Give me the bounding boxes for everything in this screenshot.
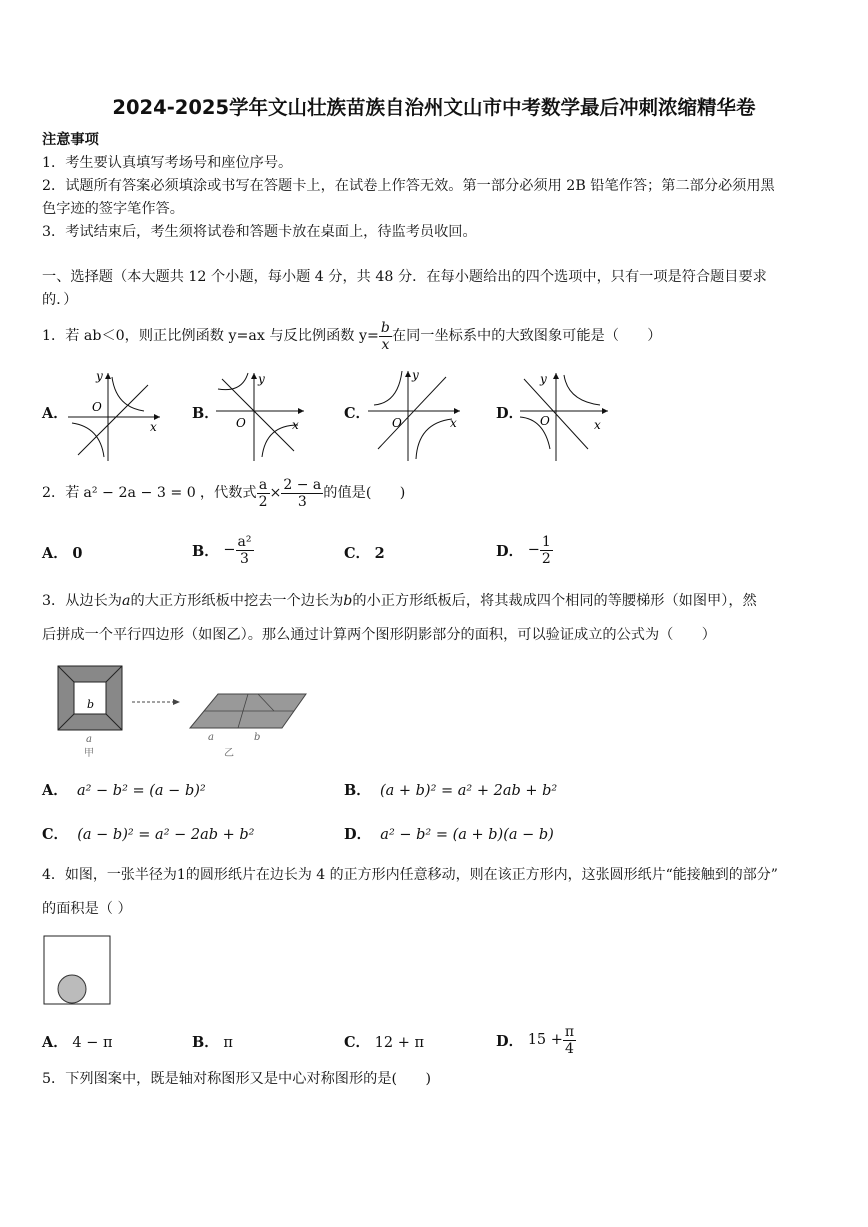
option-label: C．	[42, 826, 69, 843]
q2-f1-den: 2	[258, 493, 268, 510]
circle-paper	[58, 975, 86, 1003]
origin-label: O	[540, 414, 550, 428]
frac-num: π	[564, 1023, 575, 1040]
q2-pre: 2．若	[42, 485, 80, 501]
q2-post: 的值是( )	[323, 485, 406, 501]
option-value: 12 + π	[374, 1035, 425, 1051]
arrow-head	[173, 699, 180, 705]
q2-equation: a² − 2a − 3 = 0	[83, 485, 196, 501]
option-label: B．	[192, 1034, 219, 1051]
origin-label: O	[392, 416, 402, 430]
option-value: 0	[72, 545, 83, 562]
option-value: π	[223, 1035, 233, 1051]
hyperbola-branch	[416, 419, 452, 459]
q1-graph-a	[64, 365, 164, 465]
q1-graph-d	[516, 365, 616, 465]
y-label: y	[412, 368, 419, 382]
q4-option-c	[344, 1031, 424, 1052]
option-value: (a − b)² = a² − 2ab + b²	[77, 827, 255, 843]
y-arrow	[553, 373, 559, 379]
option-value: 15 +	[527, 1032, 563, 1048]
option-value: a² − b² = (a + b)(a − b)	[380, 827, 554, 843]
q1-frac-den: x	[381, 336, 390, 353]
x-arrow	[298, 408, 304, 414]
x-label: x	[292, 418, 299, 432]
section-heading-cont: 的．）	[42, 292, 78, 308]
y-arrow	[105, 373, 111, 379]
x-label: x	[450, 416, 457, 430]
option-value: 4 − π	[72, 1035, 113, 1051]
q2-option-d	[496, 528, 553, 572]
q3-var-a: a	[121, 593, 131, 609]
option-sign: −	[223, 542, 236, 558]
section-heading: 一、选择题（本大题共 12 个小题，每小题 4 分，共 48 分．在每小题给出的四个选项中，只有一项是符合题目要求	[42, 269, 767, 285]
origin-label: O	[236, 416, 246, 430]
question-2	[42, 470, 405, 516]
q3-var-b: b	[343, 593, 353, 609]
option-label: C．	[344, 545, 371, 562]
label-a: a	[208, 732, 214, 743]
option-label: B．	[192, 542, 219, 560]
notice-item-2-cont: 色字迹的签字笔作答。	[42, 201, 184, 217]
option-value: a² − b² = (a − b)²	[76, 783, 206, 799]
option-label: A．	[42, 1034, 68, 1051]
frac-den: 2	[541, 550, 551, 567]
option-fraction	[563, 1024, 576, 1057]
question-3-line-1	[42, 590, 757, 612]
frac-num: a²	[237, 533, 252, 550]
hyperbola-branch	[374, 371, 402, 405]
option-value: 2	[374, 545, 385, 562]
q4-option-a	[42, 1031, 113, 1052]
q3-figure	[52, 662, 322, 762]
question-1	[42, 314, 661, 358]
label-yi: 乙	[224, 748, 234, 759]
q2-option-c	[344, 542, 385, 563]
q3-option-b	[344, 779, 557, 800]
notice-item-1: 1．考生要认真填写考场号和座位序号。	[42, 155, 293, 171]
option-label: A．	[42, 782, 68, 799]
q1-graph-c	[364, 365, 468, 465]
q2-mid: ，代数式	[199, 485, 257, 501]
option-label: A．	[42, 545, 68, 562]
q3-option-c	[42, 823, 255, 844]
option-label: D．	[496, 1032, 524, 1050]
q2-option-a	[42, 542, 82, 563]
y-label: y	[258, 372, 265, 386]
x-label: x	[594, 418, 601, 432]
q4-figure	[42, 934, 114, 1008]
q1-fraction	[379, 320, 392, 353]
q1-option-d-label: D．	[496, 405, 524, 422]
line	[222, 379, 294, 451]
q2-fraction-1	[257, 477, 270, 510]
option-value: (a + b)² = a² + 2ab + b²	[379, 783, 558, 799]
hyperbola-branch	[218, 373, 248, 390]
frac-den: 4	[565, 1040, 574, 1057]
option-label: D．	[496, 542, 524, 560]
label-b: b	[254, 732, 261, 743]
y-arrow	[251, 373, 257, 379]
option-fraction	[540, 534, 553, 567]
label-jia: 甲	[84, 748, 94, 759]
q2-f2-num: 2 − a	[283, 476, 322, 493]
y-label: y	[540, 372, 547, 386]
q2-fraction-2	[281, 477, 323, 510]
hyperbola-branch	[72, 423, 104, 457]
page-title: 2024-2025学年文山壮族苗族自治州文山市中考数学最后冲刺浓缩精华卷	[112, 96, 756, 119]
q2-f1-num: a	[257, 477, 270, 494]
q4-option-b	[192, 1031, 233, 1052]
frac-num: 1	[541, 533, 551, 550]
question-4-line-2: 的面积是（ ）	[42, 901, 132, 917]
q1-option-b-label: B．	[192, 405, 219, 422]
label-b: b	[87, 698, 95, 711]
option-sign: −	[527, 542, 540, 558]
option-fraction	[236, 534, 254, 567]
q3-option-d	[344, 823, 554, 844]
question-4-line-1: 4．如图，一张半径为1的圆形纸片在边长为 4 的正方形内任意移动，则在该正方形内，这张圆形纸片“能接触到的部分”	[42, 867, 778, 883]
option-label: B．	[344, 782, 371, 799]
q1-post: 在同一坐标系中的大致图象可能是（ ）	[391, 328, 662, 344]
q3-option-a	[42, 779, 206, 800]
q3-text: 的大正方形纸板中挖去一个边长为	[130, 593, 344, 609]
y-label: y	[96, 369, 103, 383]
notice-item-3: 3．考试结束后，考生须将试卷和答题卡放在桌面上，待监考员收回。	[42, 224, 477, 240]
frac-den: 3	[240, 550, 249, 567]
q2-f2-den: 3	[297, 493, 307, 510]
q2-option-b	[192, 528, 254, 572]
notice-item-2: 2．试题所有答案必须填涂或书写在答题卡上，在试卷上作答无效。第一部分必须用 2B 铅笔作答；第二部分必须用黑	[42, 178, 775, 194]
line	[378, 377, 446, 449]
x-label: x	[150, 420, 157, 434]
x-arrow	[602, 408, 608, 414]
question-5: 5．下列图案中，既是轴对称图形又是中心对称图形的是( )	[42, 1071, 431, 1087]
q1-pre: 1．若 ab＜0，则正比例函数 y=ax 与反比例函数 y=	[42, 328, 379, 344]
q3-text: 的小正方形纸板后，将其裁成四个相同的等腰梯形（如图甲），然	[352, 593, 757, 609]
label-a: a	[86, 734, 92, 745]
q2-times: ×	[269, 485, 282, 501]
origin-label: O	[92, 400, 102, 414]
y-arrow	[405, 371, 411, 377]
q3-text: 3．从边长为	[42, 593, 122, 609]
question-3-line-2: 后拼成一个平行四边形（如图乙）。那么通过计算两个图形阴影部分的面积，可以验证成立的公式为（ ）	[42, 627, 716, 643]
notice-heading: 注意事项	[42, 132, 99, 148]
q1-frac-num: b	[380, 319, 390, 336]
q4-option-d	[496, 1018, 576, 1062]
q1-graph-b	[212, 365, 312, 465]
hyperbola-branch	[564, 375, 600, 405]
option-label: C．	[344, 1034, 371, 1051]
q1-option-a-label: A．	[42, 405, 68, 422]
line	[78, 385, 148, 455]
x-arrow	[454, 408, 460, 414]
q1-option-c-label: C．	[344, 405, 371, 422]
option-label: D．	[344, 826, 372, 843]
